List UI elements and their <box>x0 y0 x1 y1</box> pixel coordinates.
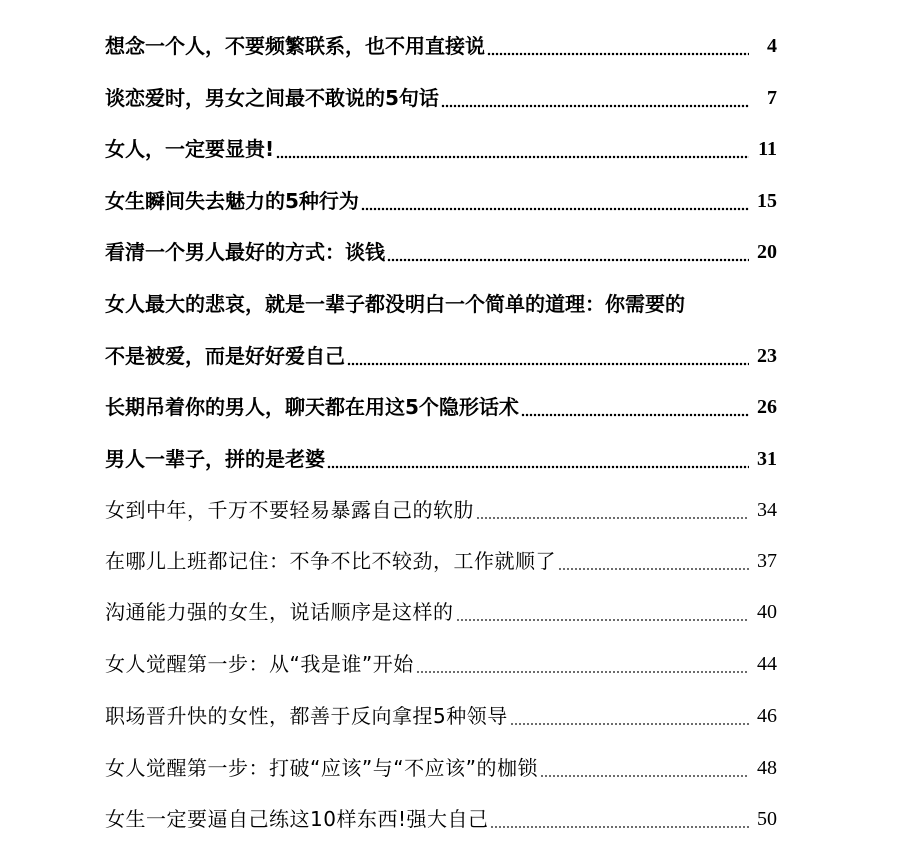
toc-entry-page: 46 <box>757 705 777 727</box>
toc-entry-page: 48 <box>757 757 777 779</box>
toc-entry-page: 7 <box>767 87 777 109</box>
dot-leader <box>476 492 749 528</box>
toc-entry-title: 女到中年，千万不要轻易暴露自己的软肋 <box>105 498 474 522</box>
dot-leader <box>490 801 749 837</box>
toc-entry[interactable] <box>105 183 777 219</box>
toc-entry-page: 40 <box>757 601 777 623</box>
dot-leader <box>347 338 749 374</box>
toc-entry-page: 50 <box>757 808 777 830</box>
toc-entry-title: 女人，一定要显贵! <box>105 137 275 161</box>
toc-entry-page: 11 <box>758 138 777 160</box>
toc-entry-title: 谈恋爱时，男女之间最不敢说的5句话 <box>105 86 439 110</box>
toc-entry-title: 男人一辈子，拼的是老婆 <box>105 447 325 471</box>
toc-entry[interactable] <box>105 646 777 682</box>
dot-leader <box>456 594 750 630</box>
toc-entry-title: 职场晋升快的女性，都善于反向拿捏5种领导 <box>105 704 508 728</box>
toc-entry[interactable] <box>105 441 777 477</box>
toc-entry[interactable] <box>105 750 777 786</box>
toc-entry[interactable] <box>105 28 777 64</box>
toc-entry-page: 23 <box>757 345 777 367</box>
toc-entry-title: 长期吊着你的男人，聊天都在用这5个隐形话术 <box>105 395 519 419</box>
toc-entry[interactable] <box>105 80 777 116</box>
dot-leader <box>276 131 749 167</box>
toc-entry-page: 37 <box>757 550 777 572</box>
toc-entry[interactable] <box>105 389 777 425</box>
dot-leader <box>387 234 749 270</box>
toc-entry-title: 女人觉醒第一步：从“我是谁”开始 <box>105 652 414 676</box>
dot-leader <box>487 28 749 64</box>
toc-entry-page: 31 <box>757 448 777 470</box>
toc-entry-title: 想念一个人，不要频繁联系，也不用直接说 <box>105 34 485 58</box>
toc-entry[interactable] <box>105 131 777 167</box>
toc-entry-title: 女生一定要逼自己练这10样东西!强大自己 <box>105 807 489 831</box>
toc-entry[interactable] <box>105 234 777 270</box>
toc-entry-page: 15 <box>757 190 777 212</box>
toc-entry[interactable] <box>105 698 777 734</box>
toc-entry-title: 在哪儿上班都记住：不争不比不较劲，工作就顺了 <box>105 549 556 573</box>
toc-entry-title: 沟通能力强的女生，说话顺序是这样的 <box>105 600 454 624</box>
toc-entry[interactable] <box>105 594 777 630</box>
toc-entry-page: 4 <box>767 35 777 57</box>
toc-entry[interactable] <box>105 543 777 579</box>
toc-entry-page: 26 <box>757 396 777 418</box>
toc-entry-page: 44 <box>757 653 777 675</box>
toc-entry-title-line1[interactable]: 女人最大的悲哀，就是一辈子都没明白一个简单的道理：你需要的 <box>105 292 685 316</box>
toc-entry-title: 女人觉醒第一步：打破“应该”与“不应该”的枷锁 <box>105 756 538 780</box>
dot-leader <box>521 389 749 425</box>
toc-entry-page: 34 <box>757 499 777 521</box>
dot-leader <box>558 543 749 579</box>
dot-leader <box>416 646 749 682</box>
toc-entry-title: 女生瞬间失去魅力的5种行为 <box>105 189 359 213</box>
toc-entry-title: 看清一个男人最好的方式：谈钱 <box>105 240 385 264</box>
dot-leader <box>327 441 749 477</box>
toc-entry[interactable] <box>105 338 777 374</box>
toc-entry[interactable] <box>105 801 777 837</box>
dot-leader <box>540 750 749 786</box>
dot-leader <box>510 698 749 734</box>
dot-leader <box>441 80 749 116</box>
toc-entry-page: 20 <box>757 241 777 263</box>
dot-leader <box>361 183 749 219</box>
toc-entry[interactable] <box>105 492 777 528</box>
toc-entry-title-line2: 不是被爱，而是好好爱自己 <box>105 344 345 368</box>
